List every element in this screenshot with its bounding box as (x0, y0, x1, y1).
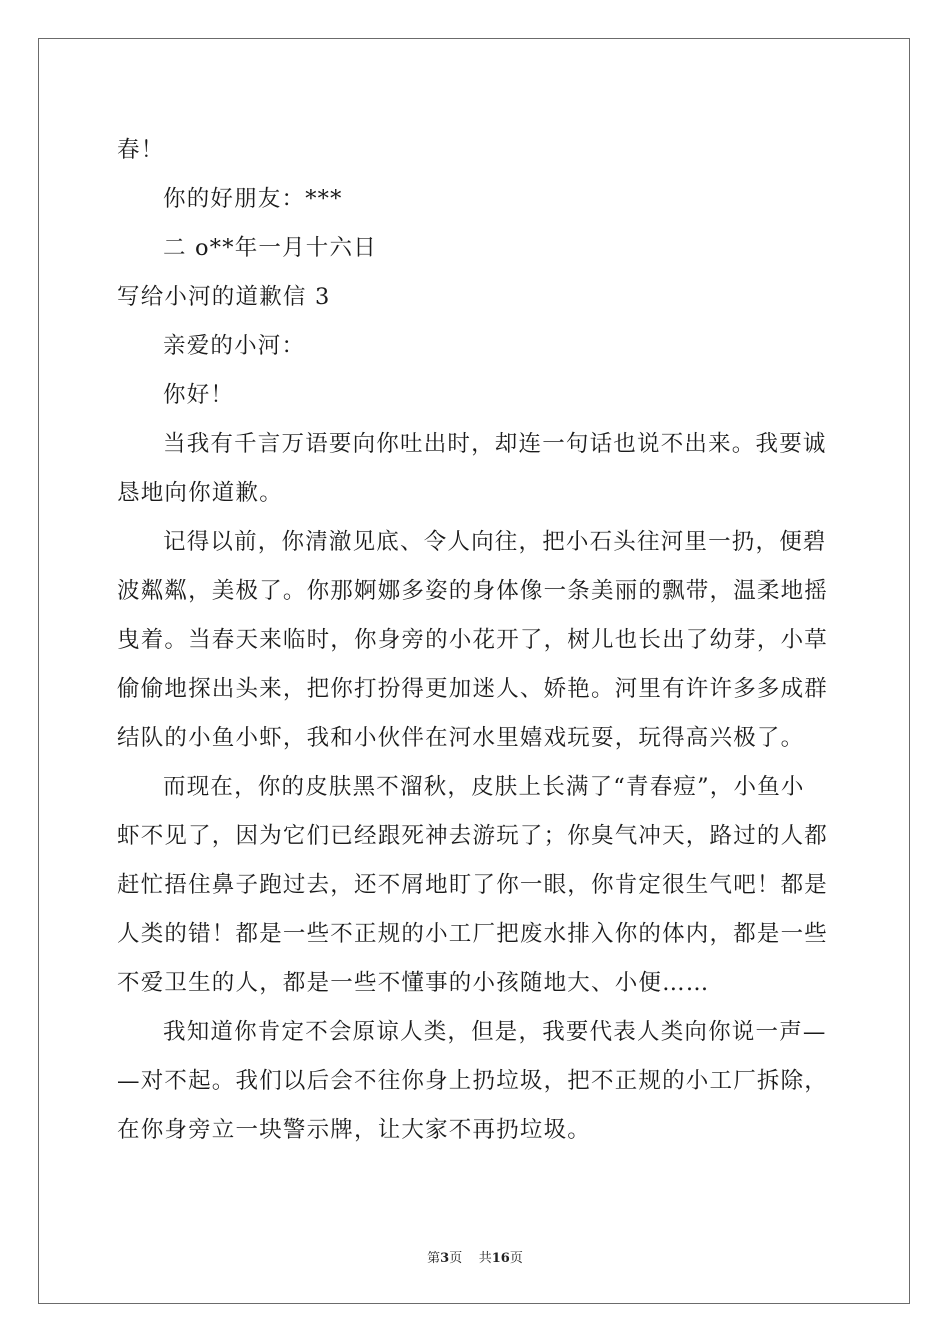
text-line: 人类的错！都是一些不正规的小工厂把废水排入你的体内，都是一些 (117, 921, 829, 947)
total-pages: 16 (491, 1251, 510, 1266)
total-suffix: 页 (509, 1251, 523, 1266)
text-line: 而现在，你的皮肤黑不溜秋，皮肤上长满了“青春痘”，小鱼小 (163, 774, 805, 800)
page-number: 3 (440, 1251, 450, 1266)
letter-title: 写给小河的道歉信 3 (117, 284, 331, 310)
text-line: 记得以前，你清澈见底、令人向往，把小石头往河里一扔，便碧 (163, 529, 827, 555)
text-line: 在你身旁立一块警示牌，让大家不再扔垃圾。 (117, 1117, 592, 1143)
text-line: 你好！ (163, 382, 235, 408)
document-body (117, 126, 833, 1155)
text-line: 赶忙捂住鼻子跑过去，还不屑地盯了你一眼，你肯定很生气吧！都是 (117, 872, 829, 898)
page-suffix: 页 (449, 1251, 463, 1266)
text-line: 波粼粼，美极了。你那婀娜多姿的身体像一条美丽的飘带，温柔地摇 (117, 578, 829, 604)
text-line: 我知道你肯定不会原谅人类，但是，我要代表人类向你说一声— (163, 1019, 827, 1045)
total-prefix: 共 (478, 1251, 492, 1266)
text-line: 二 o**年一月十六日 (163, 235, 377, 261)
text-line: 虾不见了，因为它们已经跟死神去游玩了；你臭气冲天，路过的人都 (117, 823, 829, 849)
text-line: 不爱卫生的人，都是一些不懂事的小孩随地大、小便…… (117, 970, 710, 996)
page-prefix: 第 (427, 1251, 441, 1266)
text-line: 亲爱的小河： (163, 333, 306, 359)
text-line: 你的好朋友：*** (163, 186, 343, 212)
text-line: 曳着。当春天来临时，你身旁的小花开了，树儿也长出了幼芽，小草 (117, 627, 829, 653)
text-line: 春！ (117, 137, 165, 163)
text-line: 偷偷地探出头来，把你打扮得更加迷人、娇艳。河里有许许多多成群 (117, 676, 829, 702)
text-line: 当我有千言万语要向你吐出时，却连一句话也说不出来。我要诚 (163, 431, 827, 457)
text-line: 恳地向你道歉。 (117, 480, 283, 506)
text-line: 结队的小鱼小虾，我和小伙伴在河水里嬉戏玩耍，玩得高兴极了。 (117, 725, 805, 751)
page-footer (0, 1247, 950, 1266)
text-line: —对不起。我们以后会不往你身上扔垃圾，把不正规的小工厂拆除， (117, 1068, 829, 1094)
